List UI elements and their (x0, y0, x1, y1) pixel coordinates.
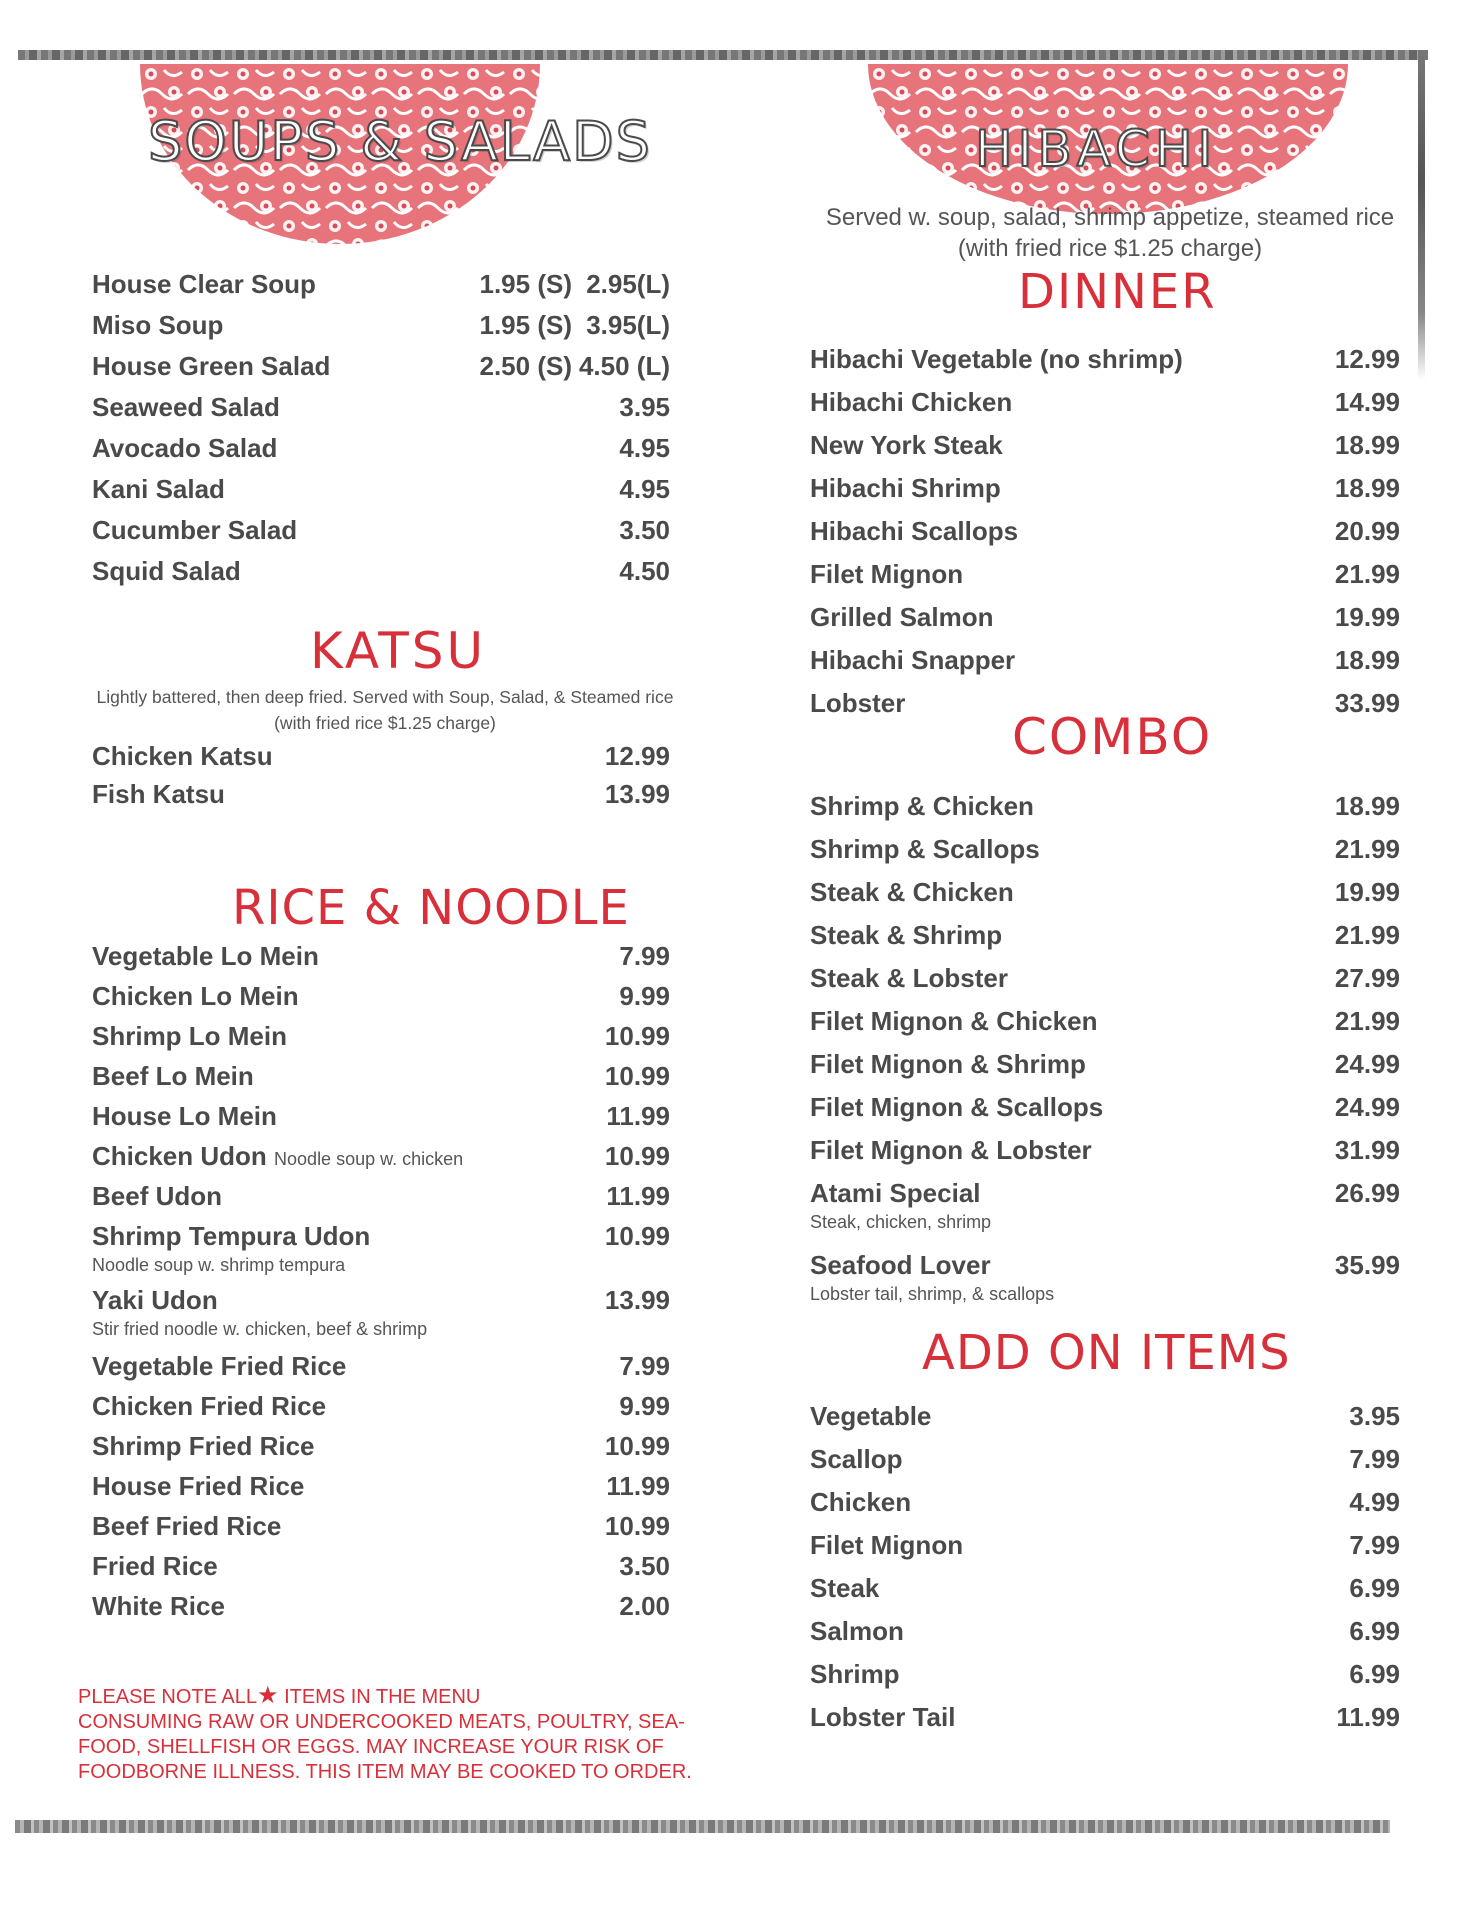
item-name (92, 1140, 463, 1175)
item-price: 10.99 (604, 1221, 670, 1251)
item-name: Vegetable Fried Rice (92, 1351, 347, 1381)
item-desc: Lobster tail, shrimp, & scallops (810, 1284, 1055, 1304)
item-name: Beef Lo Mein (92, 1061, 254, 1091)
list-item (810, 1249, 1400, 1304)
item-price: 21.99 (1334, 834, 1400, 864)
item-name: Steak (810, 1573, 880, 1603)
list-item (810, 515, 1400, 551)
list-item (92, 740, 682, 776)
list-item (810, 1572, 1400, 1608)
item-price: 21.99 (1334, 1006, 1400, 1036)
item-price: 13.99 (604, 1285, 670, 1315)
item-price: 20.99 (1334, 516, 1400, 546)
dinner-title: DINNER (1018, 264, 1217, 320)
list-item (810, 1529, 1400, 1565)
item-name: Kani Salad (92, 474, 225, 504)
list-item (810, 1486, 1400, 1522)
item-price: 11.99 (1336, 1702, 1400, 1732)
item-price: 6.99 (1349, 1659, 1400, 1689)
item-price-small: 1.95 (S) (479, 310, 572, 340)
item-price-small: 2.50 (S) (479, 351, 572, 381)
list-item (810, 644, 1400, 680)
warning-line1-pre: PLEASE NOTE ALL (78, 1686, 257, 1708)
list-item (92, 1430, 682, 1466)
item-price: 19.99 (1334, 877, 1400, 907)
list-item (810, 1615, 1400, 1651)
warning-line3: FOOD, SHELLFISH OR EGGS. MAY INCREASE YOUR RISK OF (78, 1736, 664, 1758)
list-item (810, 1400, 1400, 1436)
hibachi-subtitle-line1: Served w. soup, salad, shrimp appetize, steamed rice (825, 204, 1395, 231)
list-item (92, 980, 682, 1016)
item-price: 26.99 (1334, 1178, 1400, 1208)
hibachi-subtitle-line2: (with fried rice $1.25 charge) (957, 235, 1263, 262)
item-name: Scallop (810, 1444, 903, 1474)
item-price: 12.99 (1334, 344, 1400, 374)
item-price: 10.99 (604, 1061, 670, 1091)
hibachi-subtitle (800, 202, 1420, 264)
item-name: Seafood Lover (810, 1250, 991, 1280)
warning-line1-post: ITEMS IN THE MENU (284, 1686, 481, 1708)
item-name: Filet Mignon & Scallops (810, 1092, 1104, 1122)
item-desc: Stir fried noodle w. chicken, beef & shrimp (92, 1319, 428, 1339)
item-name: Fish Katsu (92, 779, 225, 809)
list-item (810, 962, 1400, 998)
item-price: 3.50 (619, 515, 670, 545)
list-item (810, 1005, 1400, 1041)
item-price: 9.99 (619, 1391, 670, 1421)
item-name: Beef Udon (92, 1181, 222, 1211)
item-name: Salmon (810, 1616, 904, 1646)
item-name: Steak & Lobster (810, 963, 1008, 993)
bottom-border (15, 1820, 1390, 1833)
item-name: House Fried Rice (92, 1471, 305, 1501)
list-item (810, 601, 1400, 637)
item-price: 2.00 (619, 1591, 670, 1621)
item-name: Vegetable Lo Mein (92, 941, 319, 971)
item-name: Chicken Fried Rice (92, 1391, 327, 1421)
item-price: 6.99 (1349, 1616, 1400, 1646)
item-name: Shrimp Lo Mein (92, 1021, 287, 1051)
item-name: Hibachi Vegetable (no shrimp) (810, 344, 1183, 374)
item-price: 11.99 (606, 1181, 670, 1211)
item-name: Shrimp & Chicken (810, 791, 1034, 821)
item-name: Atami Special (810, 1178, 981, 1208)
list-item (92, 1020, 682, 1056)
item-name: Cucumber Salad (92, 515, 298, 545)
item-note: Noodle soup w. chicken (274, 1149, 464, 1169)
item-name: Vegetable (810, 1401, 932, 1431)
list-item (92, 350, 682, 386)
katsu-subtitle (80, 684, 690, 736)
item-price: 10.99 (604, 1141, 670, 1171)
item-name: Filet Mignon (810, 1530, 964, 1560)
item-price: 21.99 (1334, 559, 1400, 589)
item-name: Squid Salad (92, 556, 241, 586)
top-border (18, 50, 1428, 60)
list-item (92, 1550, 682, 1586)
list-item (810, 1177, 1400, 1232)
item-price: 35.99 (1334, 1250, 1400, 1280)
item-price: 4.99 (1349, 1487, 1400, 1517)
list-item (810, 876, 1400, 912)
item-name: Filet Mignon & Lobster (810, 1135, 1092, 1165)
list-item (810, 558, 1400, 594)
item-name: Hibachi Scallops (810, 516, 1019, 546)
list-item (92, 1284, 682, 1339)
list-item (92, 1590, 682, 1626)
item-price-small: 1.95 (S) (479, 269, 572, 299)
list-item (92, 1220, 682, 1275)
item-price: 18.99 (1334, 430, 1400, 460)
item-price: 14.99 (1334, 387, 1400, 417)
item-price: 18.99 (1334, 791, 1400, 821)
item-price: 7.99 (1349, 1444, 1400, 1474)
list-item (92, 1140, 682, 1176)
item-name: Chicken Katsu (92, 741, 273, 771)
item-price: 13.99 (604, 779, 670, 809)
item-price: 7.99 (619, 941, 670, 971)
item-price: 27.99 (1334, 963, 1400, 993)
item-name: Miso Soup (92, 310, 224, 340)
katsu-subtitle-line2: (with fried rice $1.25 charge) (274, 713, 496, 733)
list-item (92, 1470, 682, 1506)
list-item (810, 1701, 1400, 1737)
item-price: 11.99 (606, 1471, 670, 1501)
warning-line2: CONSUMING RAW OR UNDERCOOKED MEATS, POULTRY, SEA- (78, 1711, 685, 1733)
item-name: Filet Mignon (810, 559, 964, 589)
item-price: 18.99 (1334, 473, 1400, 503)
item-name: Yaki Udon (92, 1285, 218, 1315)
list-item (92, 391, 682, 427)
item-price: 31.99 (1334, 1135, 1400, 1165)
item-price: 7.99 (619, 1351, 670, 1381)
item-price: 4.95 (619, 474, 670, 504)
item-price: 7.99 (1349, 1530, 1400, 1560)
list-item (92, 432, 682, 468)
item-price-large: 4.50 (L) (578, 351, 670, 381)
item-name: Shrimp Fried Rice (92, 1431, 315, 1461)
list-item (810, 429, 1400, 465)
item-name: New York Steak (810, 430, 1003, 460)
item-name: Filet Mignon & Chicken (810, 1006, 1098, 1036)
list-item (92, 268, 682, 304)
item-name: Filet Mignon & Shrimp (810, 1049, 1086, 1079)
combo-title: COMBO (1012, 708, 1213, 766)
item-name: Steak & Chicken (810, 877, 1014, 907)
list-item (92, 1100, 682, 1136)
item-name: Avocado Salad (92, 433, 278, 463)
list-item (810, 919, 1400, 955)
item-price: 10.99 (604, 1511, 670, 1541)
item-desc: Steak, chicken, shrimp (810, 1212, 992, 1232)
item-name: Chicken Lo Mein (92, 981, 299, 1011)
item-price: 19.99 (1334, 602, 1400, 632)
item-name: Hibachi Chicken (810, 387, 1013, 417)
list-item (92, 1180, 682, 1216)
list-item (810, 343, 1400, 379)
item-price-large: 3.95(L) (586, 310, 670, 340)
item-name: Chicken (810, 1487, 912, 1517)
list-item (92, 309, 682, 345)
list-item (810, 472, 1400, 508)
list-item (92, 778, 682, 814)
list-item (810, 1443, 1400, 1479)
katsu-subtitle-line1: Lightly battered, then deep fried. Served with Soup, Salad, & Steamed rice (96, 687, 674, 707)
list-item (92, 1350, 682, 1386)
item-name: House Clear Soup (92, 269, 316, 299)
item-name: Lobster (810, 688, 906, 718)
item-desc: Noodle soup w. shrimp tempura (92, 1255, 346, 1275)
item-price: 3.95 (1349, 1401, 1400, 1431)
list-item (810, 1134, 1400, 1170)
item-price: 4.50 (619, 556, 670, 586)
item-name: Beef Fried Rice (92, 1511, 282, 1541)
item-price: 24.99 (1334, 1049, 1400, 1079)
item-price: 9.99 (619, 981, 670, 1011)
item-name: Seaweed Salad (92, 392, 280, 422)
list-item (810, 833, 1400, 869)
item-price: 10.99 (604, 1431, 670, 1461)
item-price: 12.99 (604, 741, 670, 771)
item-price: 24.99 (1334, 1092, 1400, 1122)
item-name: House Green Salad (92, 351, 331, 381)
item-price: 21.99 (1334, 920, 1400, 950)
item-price: 18.99 (1334, 645, 1400, 675)
item-name: Hibachi Snapper (810, 645, 1016, 675)
item-name: House Lo Mein (92, 1101, 277, 1131)
hibachi-title: HIBACHI (975, 120, 1218, 178)
item-price: 3.95 (619, 392, 670, 422)
rice-noodle-title: RICE & NOODLE (232, 880, 630, 936)
item-name: Shrimp & Scallops (810, 834, 1040, 864)
list-item (810, 790, 1400, 826)
star-icon: ★ (256, 1682, 279, 1709)
item-name-text: Chicken Udon (92, 1141, 267, 1171)
katsu-title: KATSU (310, 622, 487, 680)
item-price: 10.99 (604, 1021, 670, 1051)
list-item (92, 473, 682, 509)
item-price: 3.50 (619, 1551, 670, 1581)
item-name: Hibachi Shrimp (810, 473, 1001, 503)
list-item (810, 1091, 1400, 1127)
item-price: 11.99 (606, 1101, 670, 1131)
list-item (810, 1658, 1400, 1694)
item-price: 33.99 (1334, 688, 1400, 718)
list-item (92, 940, 682, 976)
item-price: 4.95 (619, 433, 670, 463)
item-name: Shrimp (810, 1659, 900, 1689)
list-item (92, 555, 682, 591)
food-safety-warning (78, 1683, 718, 1785)
list-item (92, 1510, 682, 1546)
item-name: White Rice (92, 1591, 225, 1621)
list-item (810, 386, 1400, 422)
item-name: Fried Rice (92, 1551, 218, 1581)
item-name: Lobster Tail (810, 1702, 956, 1732)
soups-salads-title: SOUPS & SALADS (148, 110, 652, 173)
list-item (810, 1048, 1400, 1084)
item-name: Shrimp Tempura Udon (92, 1221, 371, 1251)
list-item (92, 1390, 682, 1426)
item-name: Grilled Salmon (810, 602, 994, 632)
item-price-large: 2.95(L) (586, 269, 670, 299)
warning-line4: FOODBORNE ILLNESS. THIS ITEM MAY BE COOKED TO ORDER. (78, 1761, 692, 1783)
list-item (92, 1060, 682, 1096)
add-on-title: ADD ON ITEMS (922, 1325, 1291, 1381)
item-name: Steak & Shrimp (810, 920, 1003, 950)
list-item (92, 514, 682, 550)
item-price: 6.99 (1349, 1573, 1400, 1603)
